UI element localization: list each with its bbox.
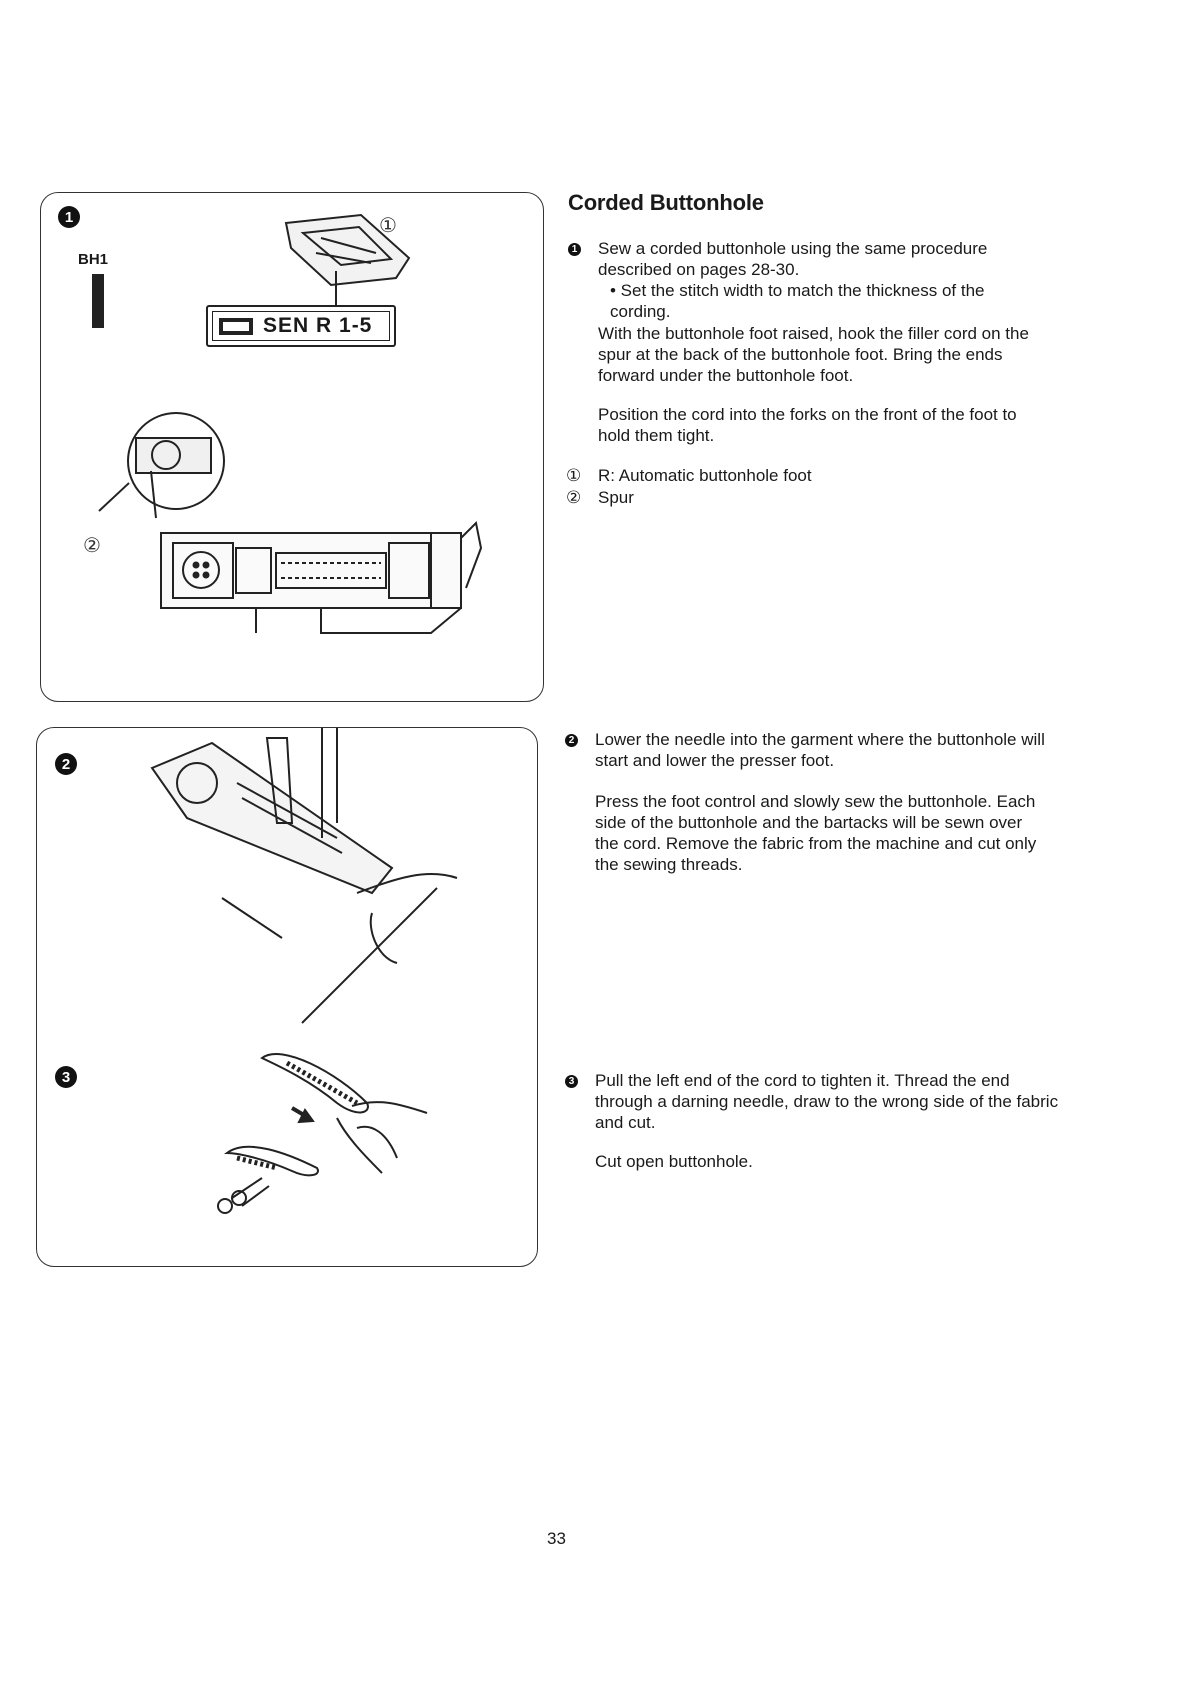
page-number: 33 [547,1529,566,1548]
figure-1-badge: 1 [58,206,80,228]
callout-1: ① [379,215,397,237]
step-2-para2: Press the foot control and slowly sew the buttonhole. Each side of the buttonhole and the bartacks will be sewn over the cord. Remove the fabric from the machine and cut only the sewing threads. [595,792,1037,874]
step-2-badge: 2 [565,734,578,747]
buttonhole-foot-illustration [41,193,545,703]
step-1-para2: With the buttonhole foot raised, hook the filler cord on the spur at the back of the buttonhole foot. Bring the ends forward under the buttonhole foot. [598,324,1029,385]
sewing-illustration [37,728,539,1268]
legend-1-mark: ① [566,466,582,485]
figure-3-badge: 3 [55,1066,77,1088]
display-rect-icon [219,318,253,335]
step-1-para3: Position the cord into the forks on the front of the foot to hold them tight. [598,405,1017,445]
step-3-para2: Cut open buttonhole. [595,1152,753,1171]
section-title: Corded Buttonhole [568,190,764,215]
figure-panel-2-3 [36,727,538,1267]
legend-1-text: R: Automatic buttonhole foot [598,466,812,485]
lcd-display [206,305,396,347]
figure-2-badge: 2 [55,753,77,775]
step-2-para1: Lower the needle into the garment where the buttonhole will start and lower the presser foot. [595,730,1045,770]
step-1-intro: Sew a corded buttonhole using the same procedure described on pages 28-30. [598,239,988,279]
figure-panel-1 [40,192,544,702]
display-text: SEN R 1-5 [263,314,373,337]
step-3-para1: Pull the left end of the cord to tighten it. Thread the end through a darning needle, draw to the wrong side of the fabric and cut. [595,1071,1059,1132]
legend-2-mark: ② [566,488,582,507]
legend-2-text: Spur [598,488,634,507]
step-1-badge: 1 [568,243,581,256]
callout-2: ② [83,535,101,557]
stitch-code-label: BH1 [78,251,109,268]
step-3-badge: 3 [565,1075,578,1088]
step-1-bullet: • Set the stitch width to match the thickness of the cording. [610,281,985,321]
